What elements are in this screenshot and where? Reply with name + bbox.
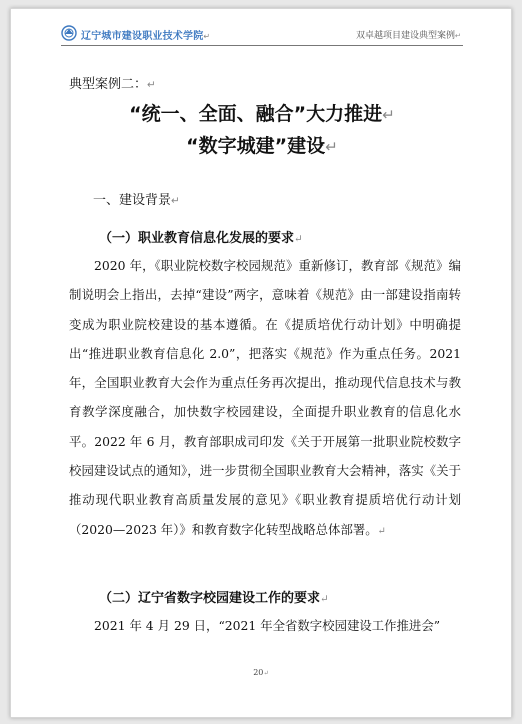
section-heading: 一、建设背景↵: [93, 193, 180, 208]
paragraph-mark: ↵: [294, 233, 303, 245]
paragraph-mark: ↵: [171, 195, 180, 207]
body-paragraph-1: 2020 年，《职业院校数字校园规范》重新修订，教育部《规范》编制说明会上指出，去掉“建设”两字，意味着《规范》由一部建设指南转变成为职业院校建设的基本遵循。在《提质培优行动计划》中明确提出“推进职业教育信息化 2.0”，把落实《规范》作为重点任务。2021 年，全国职业教育大会作为重点任务再次提出，推动现代信息技术与教育教学深度融合，加快数字校园建设，全面提升职业教育的信息化水平。2022 年 6 月，教育部职成司印发《关于开展第一批职业院校数字校园建设试点的通知》，进一步贯彻全国职业教育大会精神，落实《关于推动现代职业教育高质量发展的意见》《职业教育提质培优行动计划（2020—2023 年）》和教育数字化转型战略总体部署。↵: [69, 258, 461, 537]
paragraph-mark: ↵: [263, 669, 269, 677]
paragraph-mark: ↵: [203, 32, 211, 41]
body-paragraph-2: 2021 年 4 月 29 日，“2021 年全省数字校园建设工作推进会”: [94, 618, 441, 633]
paragraph-mark: ↵: [382, 106, 395, 124]
paragraph-mark: ↵: [325, 138, 338, 156]
page-header: [61, 23, 463, 45]
school-name: 辽宁城市建设职业技术学院↵: [81, 31, 211, 42]
school-logo-icon: [61, 25, 77, 41]
header-right-text: 双卓越项目建设典型案例↵: [355, 31, 461, 41]
document-page: [10, 8, 512, 718]
subsection-heading-2: （二）辽宁省数字校园建设工作的要求↵: [99, 591, 329, 606]
paragraph-mark: ↵: [147, 79, 156, 91]
document-title-line-1: “统一、全面、融合”大力推进↵: [129, 103, 395, 125]
case-label: 典型案例二：↵: [69, 77, 156, 92]
paragraph-mark: ↵: [377, 525, 386, 537]
header-rule: [61, 45, 463, 46]
paragraph-mark: ↵: [454, 31, 461, 40]
paragraph-mark: ↵: [320, 593, 329, 605]
subsection-heading-1: （一）职业教育信息化发展的要求↵: [99, 231, 303, 246]
document-title-line-2: “数字城建”建设↵: [186, 135, 338, 157]
page-number: 20↵: [253, 668, 269, 677]
